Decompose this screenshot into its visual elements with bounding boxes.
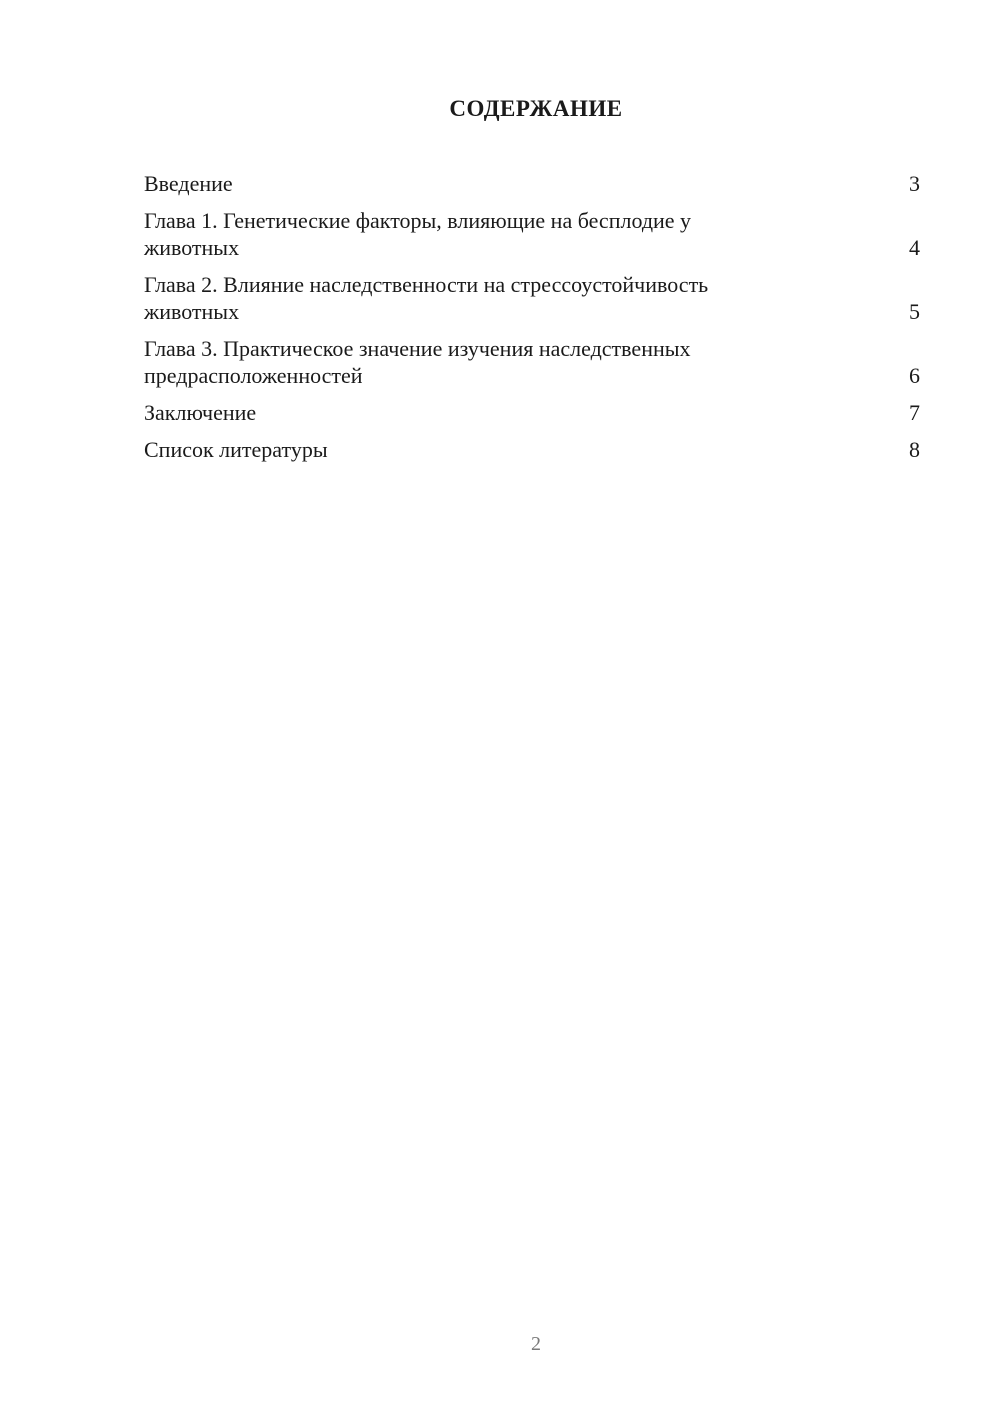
toc-entry-title: Заключение [144, 400, 257, 425]
toc-entry-page: 3 [909, 171, 920, 196]
toc-entry-conclusion [144, 399, 920, 426]
page-title: СОДЕРЖАНИЕ [449, 96, 623, 121]
toc-entry-title: Список литературы [144, 437, 328, 462]
toc-entry-title: Глава 1. Генетические факторы, влияющие на бесплодие у животных [144, 208, 692, 260]
toc-entry-title: Введение [144, 171, 233, 196]
toc-entry-page: 5 [909, 299, 920, 324]
toc-entry-page: 8 [909, 437, 920, 462]
toc-entry-chapter-1 [144, 207, 920, 261]
toc-entry-introduction [144, 170, 920, 197]
toc-entry-page: 4 [909, 235, 920, 260]
toc-entry-chapter-2 [144, 271, 920, 325]
table-of-contents [144, 170, 920, 473]
toc-entry-chapter-3 [144, 335, 920, 389]
toc-entry-page: 7 [909, 400, 920, 425]
toc-entry-page: 6 [909, 363, 920, 388]
toc-entry-title: Глава 2. Влияние наследственности на стрессоустойчивость животных [144, 272, 709, 324]
page-number: 2 [531, 1333, 541, 1355]
toc-entry-title: Глава 3. Практическое значение изучения наследственных предрасположенностей [144, 336, 691, 388]
toc-entry-references [144, 436, 920, 463]
